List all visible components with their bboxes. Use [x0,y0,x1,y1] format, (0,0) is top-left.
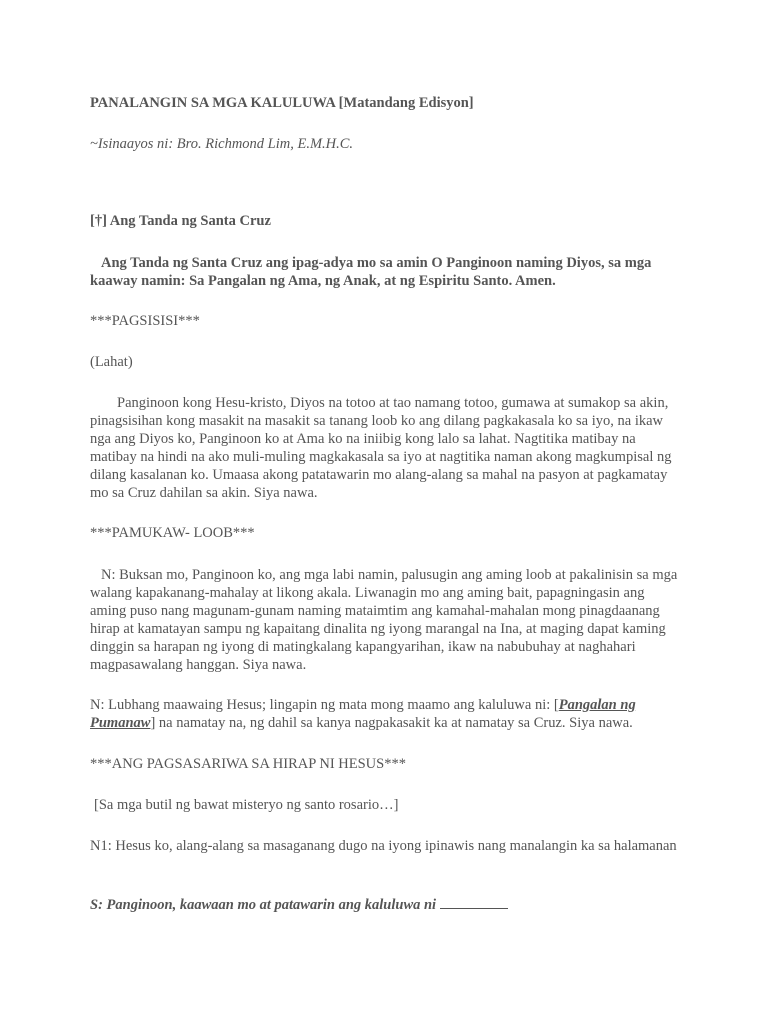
passion-note: [Sa mga butil ng bawat misteryo ng santo rosario…] [94,797,399,813]
response-line [90,896,680,914]
byline: ~Isinaayos ni: Bro. Richmond Lim, E.M.H.C. [90,136,354,152]
sign-of-cross-heading: [†] Ang Tanda ng Santa Cruz [90,213,271,229]
n1-text: N1: Hesus ko, alang-alang sa masaganang dugo na iyong ipinawis nang manalangin ka sa halamanan [90,838,677,854]
plea-prefix: N: Lubhang maawaing Hesus; lingapin ng mata mong maamo ang kaluluwa ni: [ [90,697,559,713]
deceased-name-placeholder: Pangalan ng [558,697,636,713]
contrition-note: (Lahat) [90,354,133,370]
contrition-heading: ***PAGSISISI*** [90,313,200,329]
plea-paragraph [90,696,680,732]
document-title: PANALANGIN SA MGA KALULUWA [Matandang Edisyon] [90,95,474,111]
passion-heading: ***ANG PAGSASARIWA SA HIRAP NI HESUS*** [90,756,406,772]
contrition-text: Panginoon kong Hesu-kristo, Diyos na totoo at tao namang totoo, gumawa at sumakop sa akin, pinagsisihan kong masakit na masakit sa tanang loob ko ang dilang pagkakasala ko sa iyo, na ikaw nga ang Diyos ko, Panginoon ko at Ama ko na iniibig kong lalo sa lahat. Nagtitika matibay na matibay na hindi na ako muli-muling magkakasala sa iyo at nagtitika naman akong magkumpisal ng dilang kasalanan ko. Umaasa akong patatawarin mo alang-alang sa mahal na pasyon at pagkamatay mo sa Cruz dahilan sa akin. Siya nawa. [90,395,672,501]
response-text: S: Panginoon, kaawaan mo at patawarin ang kaluluwa ni [90,897,440,913]
name-blank [440,896,508,909]
plea-suffix: ] na namatay na, ng dahil sa kanya nagpakasakit ka at namatay sa Cruz. Siya nawa. [150,715,633,731]
deceased-name-placeholder-2: Pumanaw [90,715,151,731]
intention-heading: ***PAMUKAW- LOOB*** [90,525,255,541]
sign-of-cross-text: Ang Tanda ng Santa Cruz ang ipag-adya mo sa amin O Panginoon naming Diyos, sa mga kaaway namin: Sa Pangalan ng Ama, ng Anak, at ng Espiritu Santo. Amen. [90,255,652,289]
intention-text: N: Buksan mo, Panginoon ko, ang mga labi namin, palusugin ang aming loob at pakalinisin sa mga walang kapakanang-mahalay at likong akala. Liwanagin mo ang aming bait, papagningasin ang aming puso nang magunam-gunam naming mataimtim ang kamahal-mahalan mong pinagdaanang hirap at kamatayan sampu ng kapaitang dinalita ng iyong marangal na Ina, at maging dapat kaming dinggin sa harapan ng iyong di matingkalang kapangyarihan, ikaw na nabubuhay at naghahari magpasawalang hanggan. Siya nawa. [90,567,678,673]
